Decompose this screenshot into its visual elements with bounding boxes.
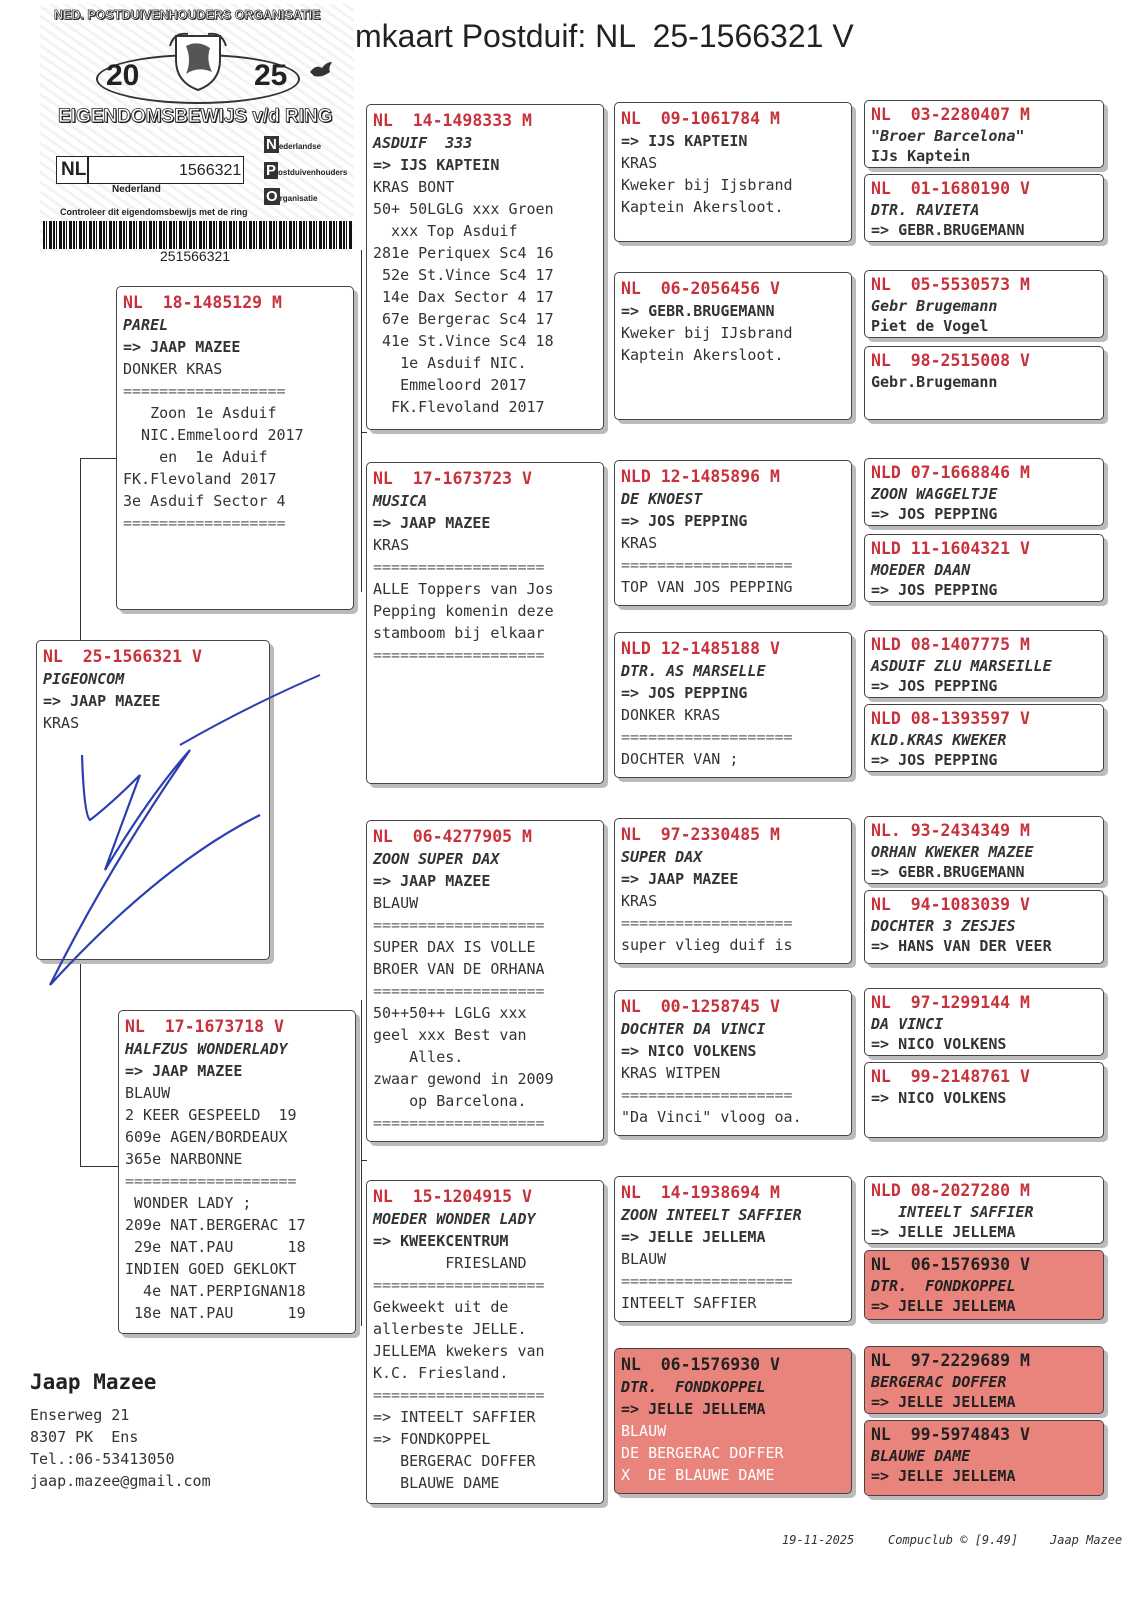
owner-line: => IJS KAPTEIN [373,156,500,174]
separator-line: =================== [373,1386,545,1404]
color-line: KRAS [621,534,658,552]
pigeon-name: DOCHTER DA VINCI [621,1020,766,1038]
connector-line [361,1160,367,1161]
pigeon-name: DE KNOEST [621,490,703,508]
owner-line: => JELLE JELLEMA [621,1228,766,1246]
info-line: stamboom bij elkaar [373,624,545,642]
npo-letter-n: N [266,136,277,153]
info-line: BROER VAN DE ORHANA [373,960,545,978]
pedigree-card-great-grandparent [614,818,852,964]
owner-line: => GEBR.BRUGEMANN [871,863,1025,881]
info-line: ALLE Toppers van Jos [373,580,554,598]
separator-line: =================== [373,916,545,934]
info-line: X DE BLAUWE DAME [621,1466,775,1484]
pedigree-card-ancestor [864,890,1104,964]
pigeon-name: ZOON INTEELT SAFFIER [621,1206,802,1224]
pedigree-card-great-grandparent [614,102,852,242]
ring-number: NL 25-1566321 V [43,647,202,666]
owner-line: => KWEEKCENTRUM [373,1232,509,1250]
pedigree-card-grandparent [366,820,604,1142]
connector-line [80,1166,120,1167]
owner-line: => JOS PEPPING [621,512,748,530]
info-line: 3e Asduif Sector 4 [123,492,286,510]
info-line: 1e Asduif NIC. [373,354,527,372]
pedigree-card-grandparent [366,462,604,784]
pedigree-card-ancestor [864,270,1104,338]
info-line: JELLEMA kwekers van [373,1342,545,1360]
pigeon-name: ASDUIF ZLU MARSEILLE [871,657,1052,675]
info-line: K.C. Friesland. [373,1364,509,1382]
info-line: 4e NAT.PERPIGNAN18 [125,1282,306,1300]
info-line: zwaar gewond in 2009 [373,1070,554,1088]
separator-line: =================== [373,558,545,576]
info-line: INTEELT SAFFIER [621,1294,757,1312]
pedigree-card-ancestor [864,816,1104,884]
info-line: Gekweekt uit de [373,1298,509,1316]
ring-number: NL 14-1498333 M [373,111,532,130]
ring-number: NL 00-1258745 V [621,997,780,1016]
info-line: INDIEN GOED GEKLOKT [125,1260,297,1278]
npo-line-p [264,162,347,179]
info-line: 41e St.Vince Sc4 18 [373,332,554,350]
info-line: 18e NAT.PAU 19 [125,1304,306,1322]
certificate-nederland: Nederland [112,184,161,195]
owner-line: => NICO VOLKENS [871,1089,1007,1107]
ring-number: NLD 08-2027280 M [871,1181,1030,1200]
pedigree-card-ancestor-highlighted [864,1420,1104,1496]
pigeon-name: DTR. FONDKOPPEL [871,1277,1016,1295]
info-line: => FONDKOPPEL [373,1430,491,1448]
owner-line: => JELLE JELLEMA [621,1400,766,1418]
footer-owner: Jaap Mazee [1050,1533,1123,1547]
certificate-title: EIGENDOMSBEWIJS v/d RING [58,106,333,127]
ring-number: NL 94-1083039 V [871,895,1030,914]
owner-phone: Tel.:06-53413050 [30,1450,175,1468]
npo-line-o [264,188,317,205]
ring-number: NLD 07-1668846 M [871,463,1030,482]
barcode [43,221,353,249]
info-line: DOCHTER VAN ; [621,750,739,768]
pigeon-name: BLAUWE DAME [871,1447,971,1465]
ring-certificate [40,4,354,252]
ring-number: NL 06-1576930 V [871,1255,1030,1274]
certificate-ring-number: 1566321 [179,162,242,179]
owner-line: => JELLE JELLEMA [871,1297,1016,1315]
npo-line-n [264,136,321,153]
owner-line: => JAAP MAZEE [43,692,161,710]
pigeon-name: KLD.KRAS KWEKER [871,731,1007,749]
pigeon-name: ZOON SUPER DAX [373,850,500,868]
pedigree-card-great-grandparent [614,1176,852,1322]
pigeon-name: ZOON WAGGELTJE [871,485,998,503]
ring-number: NL 14-1938694 M [621,1183,780,1202]
npo-letter-o: O [266,188,278,205]
separator-line: =================== [621,1086,793,1104]
info-line: BERGERAC DOFFER [373,1452,536,1470]
signature-icon [30,665,330,995]
info-line: en 1e Aduif [123,448,268,466]
info-line: xxx Top Asduif [373,222,518,240]
info-line: Kaptein Akersloot. [621,198,784,216]
ring-number: NL 97-2330485 M [621,825,780,844]
info-line: 609e AGEN/BORDEAUX [125,1128,288,1146]
owner-line: => JELLE JELLEMA [871,1223,1016,1241]
info-line: Kweker bij IJsbrand [621,324,793,342]
pigeon-name: ORHAN KWEKER MAZEE [871,843,1034,861]
connector-line [361,1160,362,1326]
pigeon-name: DTR. FONDKOPPEL [621,1378,766,1396]
info-line: 365e NARBONNE [125,1150,243,1168]
certificate-year-left: 20 [106,59,140,92]
pigeon-name: DTR. RAVIETA [871,201,980,219]
color-line: KRAS [621,892,658,910]
connector-line [361,432,367,433]
pedigree-card-great-grandparent [614,272,852,420]
info-line: WONDER LADY ; [125,1194,252,1212]
pigeon-name: DA VINCI [871,1015,944,1033]
owner-line: Gebr.Brugemann [871,373,998,391]
color-line: KRAS [43,714,80,732]
separator-line: =================== [621,556,793,574]
separator-line: ================== [123,514,286,532]
pigeon-name: ASDUIF 333 [373,134,473,152]
info-line: "Da Vinci" vloog oa. [621,1108,802,1126]
owner-line: => JAAP MAZEE [123,338,241,356]
pigeon-name: SUPER DAX [621,848,703,866]
ring-number: NL 99-5974843 V [871,1425,1030,1444]
owner-street: Enserweg 21 [30,1406,130,1424]
pedigree-card-ancestor [864,534,1104,602]
owner-line: => GEBR.BRUGEMANN [621,302,775,320]
certificate-org-name: NED. POSTDUIVENHOUDERS ORGANISATIE [54,8,321,22]
owner-line: IJs Kaptein [871,147,971,165]
owner-line: => JAAP MAZEE [373,514,491,532]
owner-line: => JELLE JELLEMA [871,1393,1016,1411]
barcode-number: 251566321 [160,248,231,264]
color-line: DONKER KRAS [621,706,721,724]
pigeon-name: DOCHTER 3 ZESJES [871,917,1016,935]
ring-number: NL 06-2056456 V [621,279,780,298]
owner-name: Jaap Mazee [30,1370,157,1394]
pedigree-card-dam [118,1010,356,1334]
npo-text-n: ederlandse [278,142,322,151]
info-line: 14e Dax Sector 4 17 [373,288,554,306]
info-line: op Barcelona. [373,1092,527,1110]
separator-line: =================== [125,1172,297,1190]
separator-line: =================== [621,914,793,932]
pigeon-name: BERGERAC DOFFER [871,1373,1007,1391]
info-line: Pepping komenin deze [373,602,554,620]
info-line: Emmeloord 2017 [373,376,527,394]
certificate-ring-box [56,156,244,184]
ring-number: NL 18-1485129 M [123,293,282,312]
info-line: 29e NAT.PAU 18 [125,1238,306,1256]
separator-line: =================== [621,728,793,746]
info-line: FRIESLAND [373,1254,527,1272]
owner-line: => NICO VOLKENS [871,1035,1007,1053]
info-line: BLAUWE DAME [373,1474,500,1492]
connector-line [361,250,362,432]
owner-line: => JAAP MAZEE [125,1062,243,1080]
connector-line [361,1000,362,1160]
ring-number: NL 15-1204915 V [373,1187,532,1206]
color-line: KRAS [373,536,410,554]
pedigree-card-great-grandparent [614,990,852,1136]
ring-number: NL 03-2280407 M [871,105,1030,124]
pedigree-card-ancestor [864,704,1104,772]
footer-software: Compuclub © [9.49] [888,1533,1019,1547]
info-line: TOP VAN JOS PEPPING [621,578,793,596]
page-title: mkaart Postduif: NL 25-1566321 V [355,18,854,54]
info-line: Alles. [373,1048,464,1066]
pigeon-name: PIGEONCOM [43,670,125,688]
pedigree-card-sire [116,286,354,610]
info-line: NIC.Emmeloord 2017 [123,426,304,444]
info-line: SUPER DAX IS VOLLE [373,938,536,956]
info-line: => INTEELT SAFFIER [373,1408,536,1426]
footer-date: 19-11-2025 [782,1533,855,1547]
pedigree-card-great-grandparent [614,632,852,778]
info-line: DE BERGERAC DOFFER [621,1444,784,1462]
pedigree-card-ancestor [864,174,1104,242]
owner-line: => JELLE JELLEMA [871,1467,1016,1485]
ring-number: NL 17-1673723 V [373,469,532,488]
owner-line: => JOS PEPPING [871,751,998,769]
pigeon-name: PAREL [123,316,169,334]
owner-line: => IJS KAPTEIN [621,132,748,150]
ring-number: NL 17-1673718 V [125,1017,284,1036]
owner-line: => JOS PEPPING [871,581,998,599]
info-line: super vlieg duif is [621,936,793,954]
pedigree-card-ancestor [864,988,1104,1056]
ring-number: NL 06-4277905 M [373,827,532,846]
ring-number: NL 05-5530573 M [871,275,1030,294]
ring-number: NL. 93-2434349 M [871,821,1030,840]
crest-icon [168,30,228,92]
pigeon-name: Gebr Brugemann [871,297,998,315]
certificate-country: NL [61,159,87,180]
color-line: DONKER KRAS [123,360,223,378]
connector-line [80,458,117,459]
ring-number: NLD 12-1485896 M [621,467,780,486]
ring-number: NL 97-1299144 M [871,993,1030,1012]
owner-email: jaap.mazee@gmail.com [30,1472,211,1490]
ring-number: NL 97-2229689 M [871,1351,1030,1370]
color-line: KRAS WITPEN [621,1064,721,1082]
info-line: 52e St.Vince Sc4 17 [373,266,554,284]
ring-number: NL 98-2515008 V [871,351,1030,370]
pedigree-card-great-grandparent [614,460,852,606]
separator-line: =================== [621,1272,793,1290]
ring-number: NL 99-2148761 V [871,1067,1030,1086]
pigeon-name: INTEELT SAFFIER [871,1203,1034,1221]
ring-number: NL 09-1061784 M [621,109,780,128]
pigeon-icon [308,60,334,80]
separator-line: =================== [373,1276,545,1294]
certificate-year-right: 25 [254,59,288,92]
info-line: 281e Periquex Sc4 16 [373,244,554,262]
info-line: 2 KEER GESPEELD 19 [125,1106,297,1124]
npo-text-p: ostduivenhouders [278,168,348,177]
info-line: allerbeste JELLE. [373,1320,527,1338]
info-line: geel xxx Best van [373,1026,527,1044]
color-line: BLAUW [125,1084,171,1102]
pedigree-card-ancestor [864,1062,1104,1138]
separator-line: =================== [373,982,545,1000]
owner-line: => JOS PEPPING [871,677,998,695]
separator-line: ================== [123,382,286,400]
ring-box-divider [87,157,89,183]
separator-line: =================== [373,646,545,664]
info-line: 50+ 50LGLG xxx Groen [373,200,554,218]
npo-letter-p: P [266,162,277,179]
owner-line: => JAAP MAZEE [373,872,491,890]
pedigree-card-great-grandparent-highlighted [614,1348,852,1494]
ring-number: NLD 12-1485188 V [621,639,780,658]
owner-line: Piet de Vogel [871,317,989,335]
ring-number: NL 01-1680190 V [871,179,1030,198]
info-line: 209e NAT.BERGERAC 17 [125,1216,306,1234]
color-line: BLAUW [373,894,419,912]
pigeon-name: MUSICA [373,492,428,510]
connector-line [80,458,81,641]
info-line: 50++50++ LGLG xxx [373,1004,527,1022]
connector-line [361,432,362,592]
ring-number: NLD 11-1604321 V [871,539,1030,558]
owner-line: => HANS VAN DER VEER [871,937,1052,955]
pigeon-name: HALFZUS WONDERLADY [125,1040,288,1058]
owner-line: => JOS PEPPING [871,505,998,523]
color-line: BLAUW [621,1250,667,1268]
owner-line: => JOS PEPPING [621,684,748,702]
pigeon-name: MOEDER DAAN [871,561,971,579]
pedigree-card-ancestor [864,630,1104,698]
owner-line: => GEBR.BRUGEMANN [871,221,1025,239]
pedigree-card-ancestor [864,1176,1104,1244]
ring-number: NLD 08-1407775 M [871,635,1030,654]
info-line: 67e Bergerac Sc4 17 [373,310,554,328]
pigeon-name: DTR. AS MARSELLE [621,662,766,680]
pedigree-card-ancestor [864,100,1104,168]
ring-number: NLD 08-1393597 V [871,709,1030,728]
info-line: Zoon 1e Asduif [123,404,277,422]
pedigree-card-ancestor [864,458,1104,526]
owner-line: => NICO VOLKENS [621,1042,757,1060]
pedigree-card-grandparent [366,104,604,430]
pigeon-name: MOEDER WONDER LADY [373,1210,536,1228]
owner-city: 8307 PK Ens [30,1428,139,1446]
color-line: KRAS BONT [373,178,455,196]
pedigree-card-ancestor [864,346,1104,420]
separator-line: =================== [373,1114,545,1132]
info-line: FK.Flevoland 2017 [123,470,277,488]
ring-number: NL 06-1576930 V [621,1355,780,1374]
owner-line: => JAAP MAZEE [621,870,739,888]
info-line: FK.Flevoland 2017 [373,398,545,416]
color-line: BLAUW [621,1422,667,1440]
npo-text-o: rganisatie [279,194,318,203]
pigeon-name: "Broer Barcelona" [871,127,1025,145]
pedigree-card-ancestor-highlighted [864,1346,1104,1414]
color-line: KRAS [621,154,658,172]
info-line: Kaptein Akersloot. [621,346,784,364]
info-line: Kweker bij Ijsbrand [621,176,793,194]
certificate-control-text: Controleer dit eigendomsbewijs met de ring [60,207,248,217]
pedigree-card-grandparent [366,1180,604,1504]
pedigree-card-ancestor-highlighted [864,1250,1104,1320]
